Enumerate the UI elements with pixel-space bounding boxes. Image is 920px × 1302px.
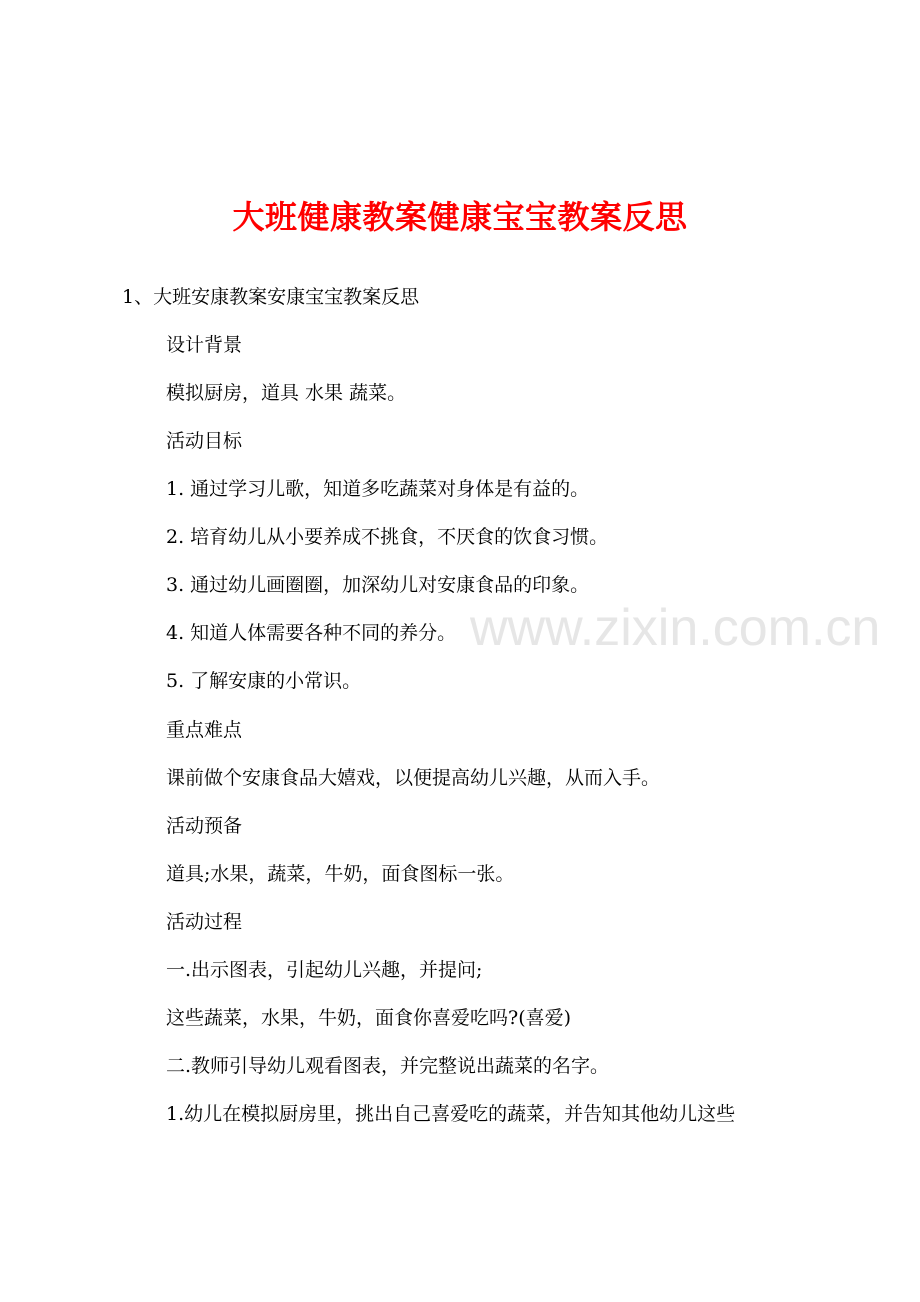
- watermark: www.zixin.com.cn: [470, 599, 881, 657]
- paragraph-goal-5: 5. 了解安康的小常识。: [166, 670, 362, 692]
- paragraph-key-points-heading: 重点难点: [166, 719, 243, 741]
- paragraph-goal-1: 1. 通过学习儿歌，知道多吃蔬菜对身体是有益的。: [166, 478, 590, 500]
- paragraph-step-2-1: 1.幼儿在模拟厨房里，挑出自己喜爱吃的蔬菜，并告知其他幼儿这些: [166, 1103, 736, 1125]
- paragraph-question: 这些蔬菜，水果，牛奶，面食你喜爱吃吗?(喜爱): [166, 1007, 572, 1029]
- paragraph-goal-4: 4. 知道人体需要各种不同的养分。: [166, 622, 457, 644]
- paragraph-goal-2: 2. 培育幼儿从小要养成不挑食，不厌食的饮食习惯。: [166, 526, 609, 548]
- paragraph-design-background: 设计背景: [166, 334, 243, 356]
- paragraph-step-1: 一.出示图表，引起幼儿兴趣，并提问;: [166, 959, 483, 981]
- paragraph-goal-3: 3. 通过幼儿画圈圈，加深幼儿对安康食品的印象。: [166, 574, 590, 596]
- paragraph-key-points: 课前做个安康食品大嬉戏，以便提高幼儿兴趣，从而入手。: [166, 767, 661, 789]
- paragraph-props: 模拟厨房，道具 水果 蔬菜。: [166, 382, 407, 404]
- paragraph-preparation-heading: 活动预备: [166, 815, 243, 837]
- paragraph-process-heading: 活动过程: [166, 911, 243, 933]
- paragraph-goals-heading: 活动目标: [166, 430, 243, 452]
- document-title: 大班健康教案健康宝宝教案反思: [232, 198, 688, 236]
- section-heading: 1、大班安康教案安康宝宝教案反思: [122, 286, 420, 308]
- paragraph-step-2: 二.教师引导幼儿观看图表，并完整说出蔬菜的名字。: [166, 1055, 610, 1077]
- paragraph-preparation: 道具;水果，蔬菜，牛奶，面食图标一张。: [166, 863, 515, 885]
